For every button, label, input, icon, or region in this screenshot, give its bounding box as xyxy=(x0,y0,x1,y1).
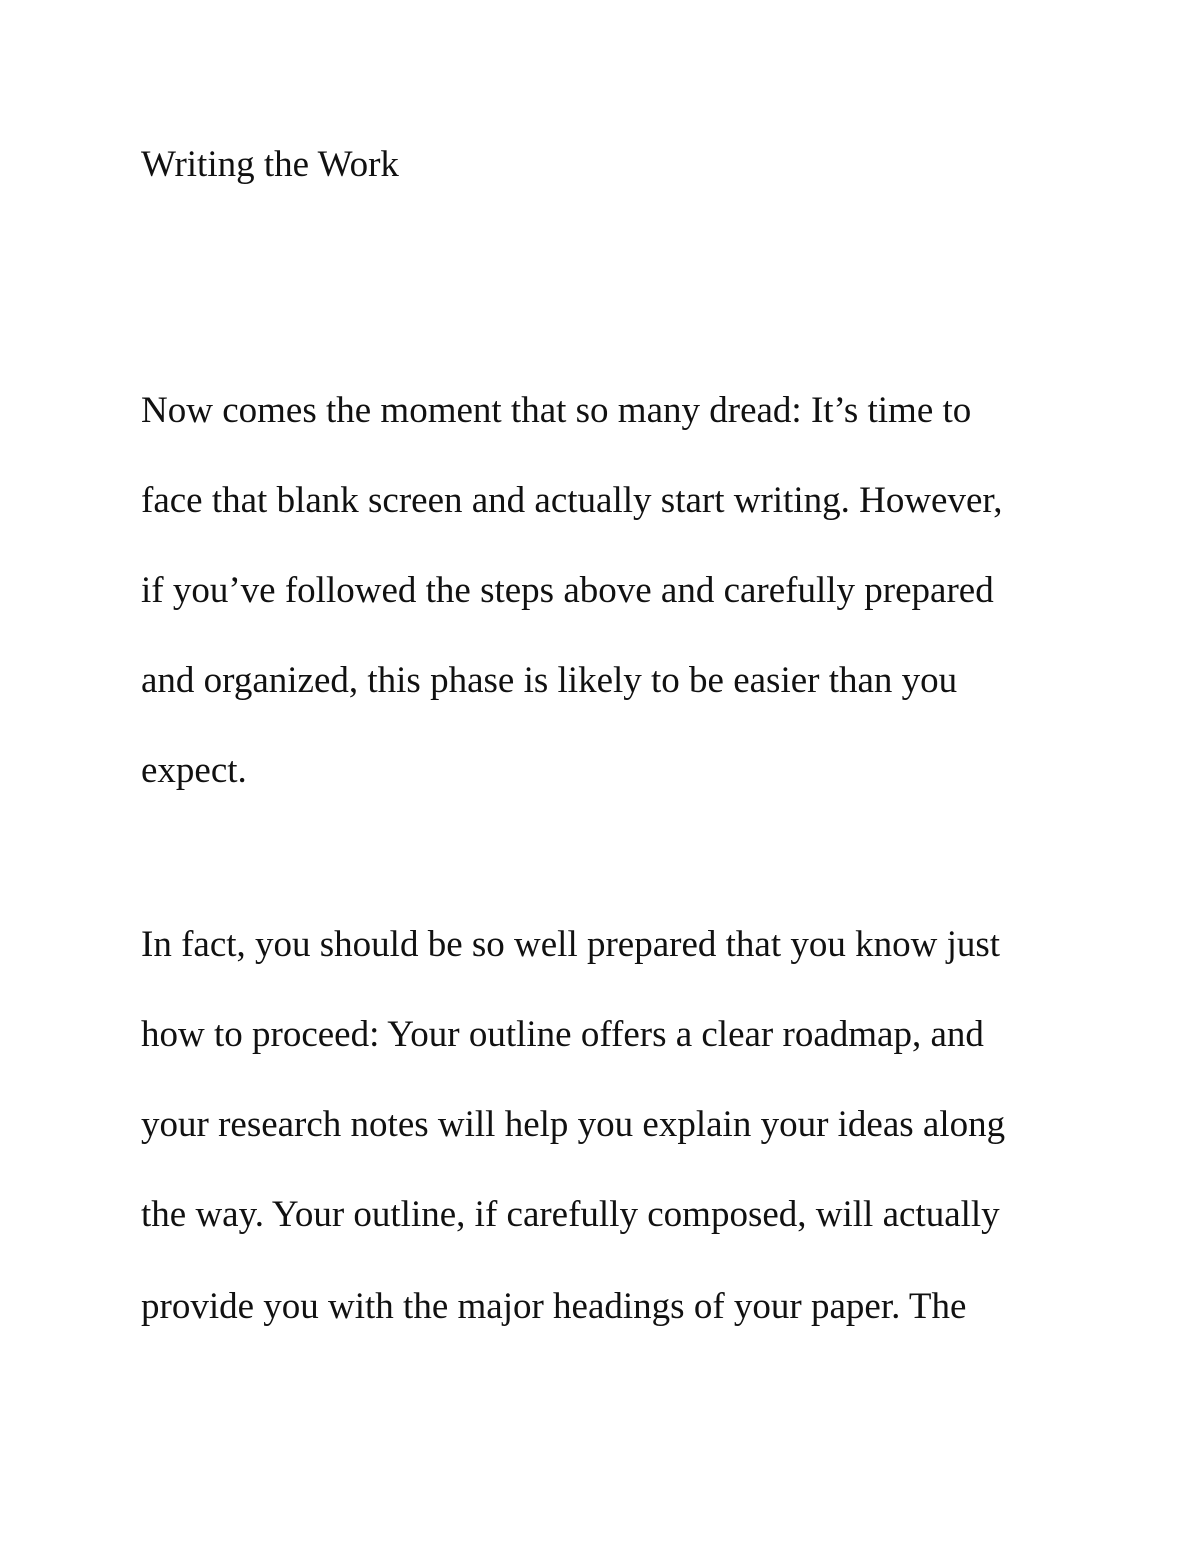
paragraph-line: provide you with the major headings of your paper. The xyxy=(141,1286,967,1327)
paragraph-line: how to proceed: Your outline offers a clear roadmap, and xyxy=(141,1014,984,1055)
paragraph-line: Now comes the moment that so many dread: It’s time to xyxy=(141,390,972,431)
document-title: Writing the Work xyxy=(141,144,399,185)
paragraph-line: your research notes will help you explain your ideas along xyxy=(141,1104,1006,1145)
paragraph-line: expect. xyxy=(141,750,247,791)
paragraph-line: if you’ve followed the steps above and carefully prepared xyxy=(141,570,994,611)
paragraph-line: face that blank screen and actually start writing. However, xyxy=(141,480,1003,521)
paragraph-line: the way. Your outline, if carefully composed, will actually xyxy=(141,1194,1000,1235)
paragraph-line: In fact, you should be so well prepared that you know just xyxy=(141,924,1001,965)
paragraph-line: and organized, this phase is likely to be easier than you xyxy=(141,660,958,701)
